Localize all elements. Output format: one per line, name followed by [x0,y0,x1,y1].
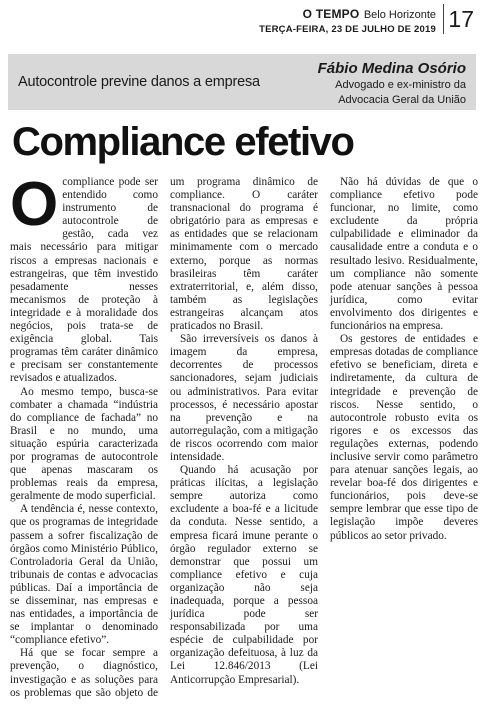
article-paragraph [10,170,158,386]
drop-cap: O [10,170,59,239]
page-number: 17 [443,4,474,34]
article-paragraph: Há que se focar sempre a prevenção, o diagnóstico, investigação e as soluções para os problemas que são objeto de um programa dinâmico de compliance. O caráter transnacional do programa é obrigatório para as empresas e as entidades que se relacionam minimamente com o mercado externo, porque as normas brasileiras têm caráter extraterritorial, e, além disso, também as legislações estrangeiras alcançam atos praticados no Brasil. [10,176,318,699]
newspaper-city: Belo Horizonte [363,9,436,21]
author-bio-line1: Advogado e ex-ministro da [335,79,466,91]
newspaper-name: O TEMPO [302,7,360,21]
article-body [10,170,478,706]
author-name: Fábio Medina Osório [317,60,466,77]
section-banner [8,54,476,110]
article-paragraph: Não há dúvidas de que o compliance efetivo pode funcionar, no limite, como excludente da própria culpabilidade e eliminador da causalidade entre a conduta e o resultado lesivo. Residualmente, um compliance não somente pode atenuar sanções à pessoa jurídica, como evitar envolvimento dos dirigentes e funcionários na empresa. [330,176,478,333]
article-paragraph: A tendência é, nesse contexto, que os programas de integridade passem a sofrer fiscalização de órgãos como Ministério Público, Controladoria Geral da União, tribunais de contas e advocacias públicas. Daí a importância de se disseminar, nas empresas e nas entidades, a importância de se implantar o denominado “compliance efetivo”. [10,503,158,647]
edition-date: TERÇA-FEIRA, 23 DE JULHO DE 2019 [259,24,436,35]
article-paragraph: Os gestores de entidades e empresas dotadas de compliance efetivo se beneficiam, direta e indiretamente, da cultura de integridade e prevenção de riscos. Nesse sentido, o autocontrole robusto evita os rigores e os excessos das regulações externas, podendo inclusive servir como parâmetro para atenuar sanções legais, ao revelar boa-fé dos dirigentes e funcionários, pois deve-se sempre lembrar que esse tipo de legislação impõe deveres públicos ao setor privado. [330,333,478,542]
author-block [318,60,466,107]
masthead-info [259,5,436,35]
author-bio-line2: Advocacia Geral da União [338,94,466,106]
article-headline: Compliance efetivo [12,120,354,164]
section-kicker: Autocontrole previne danos a empresa [18,74,260,90]
paragraph-text: compliance pode ser entendido como instrumento de autocontrole de gestão, cada vez mais necessário para mitigar riscos a empresas nacionais e estrangeiras, que têm investido pesadamente nesses mecanismos de proteção à integridade e à moralidade dos negócios, pois trata-se de exigência global. Tais programas têm caráter dinâmico e precisam ser constantemente revisados e atualizados. [10,176,158,385]
article-paragraph: Ao mesmo tempo, busca-se combater a chamada “indústria do compliance de fachada” no Brasil e no mundo, uma situação espúria caracterizada por programas de autocontrole que apenas mascaram os problemas reais da empresa, geralmente de modo superficial. [10,385,158,503]
article-paragraph: Quando há acusação por práticas ilícitas, a legislação sempre autoriza como excludente a boa-fé e a licitude da conduta. Nesse sentido, a empresa ficará imune perante o órgão regulador externo se demonstrar que possui um compliance efetivo e cuja organização não seja inadequada, porque a pessoa jurídica pode ser responsabilizada por uma espécie de culpabilidade por organização defeituosa, à luz da Lei 12.846/2013 (Lei Anticorrupção Empresarial). [170,464,318,686]
article-paragraph: São irreversíveis os danos à imagem da empresa, decorrentes de processos sancionadores, sejam judiciais ou administrativos. Para evitar processos, é necessário apostar na prevenção e na autorregulação, com a mitigação de riscos ocorrendo com maior intensidade. [170,333,318,463]
masthead [0,0,484,40]
